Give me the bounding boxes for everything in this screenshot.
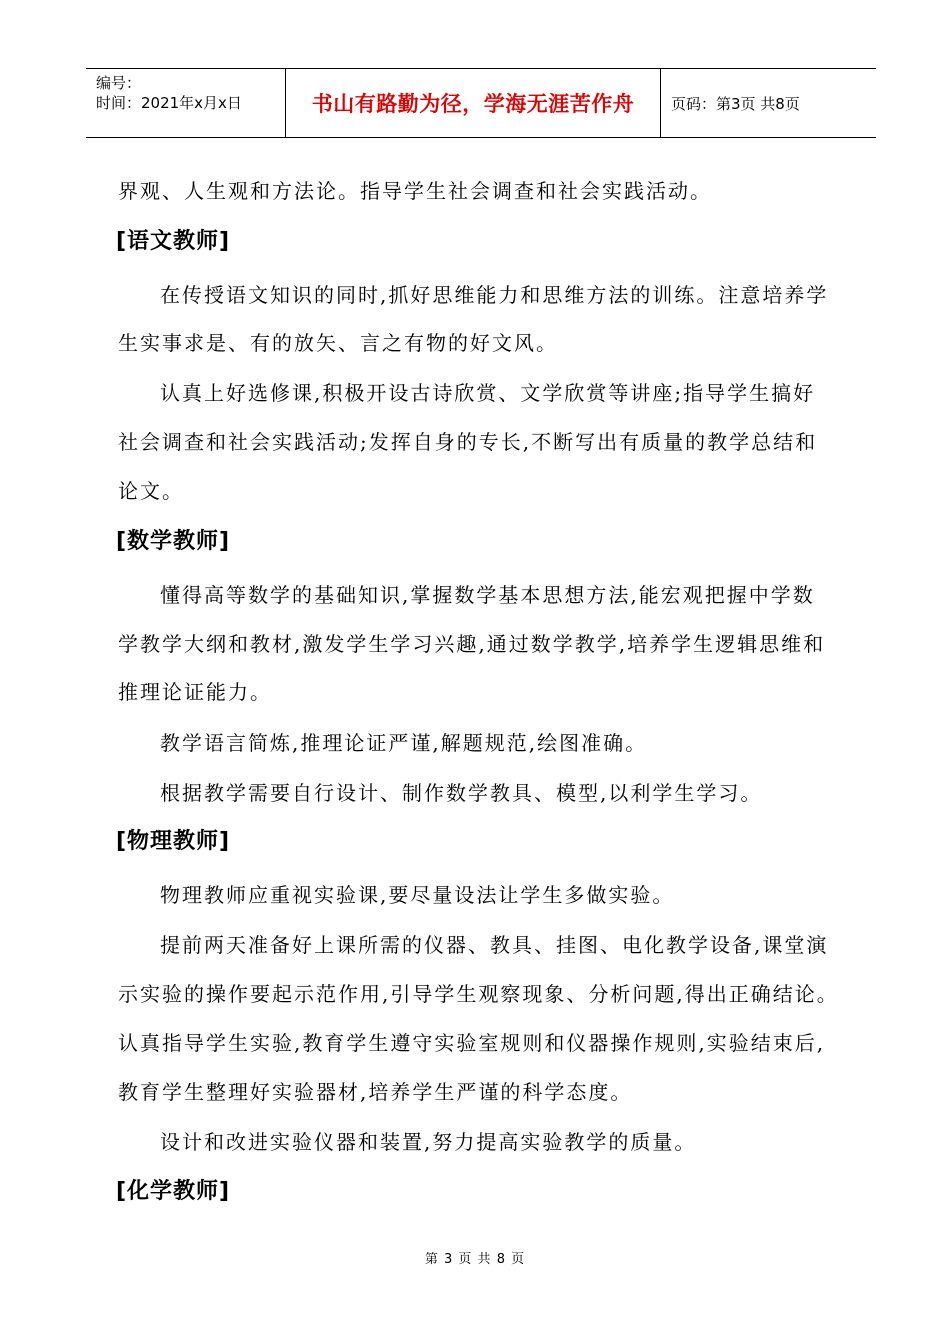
paragraph-line: 认真上好选修课,积极开设古诗欣赏、文学欣赏等讲座;指导学生搞好 — [160, 381, 816, 405]
number-label: 编号： — [96, 74, 142, 92]
document-header — [86, 68, 876, 138]
paragraph-line: 懂得高等数学的基础知识,掌握数学基本思想方法,能宏观把握中学数 — [160, 583, 815, 607]
paragraph-line: 认真指导学生实验,教育学生遵守实验室规则和仪器操作规则,实验结束后, — [118, 1031, 826, 1055]
paragraph-line: 界观、人生观和方法论。指导学生社会调查和社会实践活动。 — [118, 179, 712, 203]
page-footer: 第 3 页 共 8 页 — [424, 1252, 526, 1267]
paragraph-line: 论文。 — [118, 479, 184, 503]
header-page-info: 页码：第3页 共8页 — [671, 94, 800, 113]
section-heading-math: [数学教师] — [116, 529, 231, 554]
paragraph-line: 物理教师应重视实验课,要尽量设法让学生多做实验。 — [160, 883, 675, 907]
paragraph-line: 设计和改进实验仪器和装置,努力提高实验教学的质量。 — [160, 1130, 697, 1154]
section-heading-chinese: [语文教师] — [116, 229, 231, 254]
time-label: 时间：2021年x月x日 — [96, 94, 242, 112]
paragraph-line: 学教学大纲和教材,激发学生学习兴趣,通过数学教学,培养学生逻辑思维和 — [118, 632, 826, 656]
paragraph-line: 生实事求是、有的放矢、言之有物的好文风。 — [118, 331, 558, 355]
paragraph-line: 在传授语文知识的同时,抓好思维能力和思维方法的训练。注意培养学 — [160, 283, 829, 307]
header-motto: 书山有路勤为径，学海无涯苦作舟 — [286, 69, 661, 137]
paragraph-line: 根据教学需要自行设计、制作数学教具、模型,以利学生学习。 — [160, 781, 763, 805]
header-meta — [86, 69, 286, 137]
paragraph-line: 推理论证能力。 — [118, 680, 272, 704]
paragraph-line: 教育学生整理好实验器材,培养学生严谨的科学态度。 — [118, 1080, 633, 1104]
paragraph-line: 示实验的操作要起示范作用,引导学生观察现象、分析问题,得出正确结论。 — [118, 982, 839, 1006]
section-heading-physics: [物理教师] — [116, 829, 231, 854]
paragraph-line: 社会调查和社会实践活动;发挥自身的专长,不断写出有质量的教学总结和 — [118, 430, 818, 454]
paragraph-line: 提前两天准备好上课所需的仪器、教具、挂图、电化教学设备,课堂演 — [160, 933, 829, 957]
section-heading-chemistry: [化学教师] — [116, 1179, 231, 1204]
paragraph-line: 教学语言简炼,推理论证严谨,解题规范,绘图准确。 — [160, 731, 648, 755]
